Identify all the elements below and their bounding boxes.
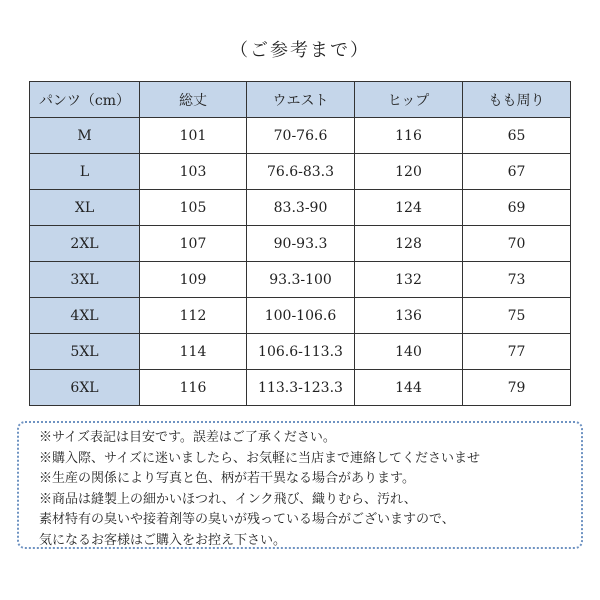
total-length-cell: 114: [140, 334, 247, 370]
size-cell: 4XL: [30, 298, 140, 334]
waist-cell: 70-76.6: [247, 118, 355, 154]
thigh-cell: 67: [463, 154, 571, 190]
thigh-cell: 65: [463, 118, 571, 154]
note-line: ※生産の関係により写真と色、柄が若干異なる場合があります。: [39, 471, 415, 486]
waist-cell: 100-106.6: [247, 298, 355, 334]
hip-cell: 136: [355, 298, 463, 334]
size-cell: 2XL: [30, 226, 140, 262]
table-row: [30, 118, 571, 154]
header-total-length: 総丈: [140, 82, 247, 118]
size-cell: XL: [30, 190, 140, 226]
thigh-cell: 69: [463, 190, 571, 226]
hip-cell: 144: [355, 370, 463, 406]
waist-cell: 83.3-90: [247, 190, 355, 226]
total-length-cell: 101: [140, 118, 247, 154]
thigh-cell: 79: [463, 370, 571, 406]
size-cell: 5XL: [30, 334, 140, 370]
thigh-cell: 73: [463, 262, 571, 298]
table-row: [30, 190, 571, 226]
total-length-cell: 103: [140, 154, 247, 190]
waist-cell: 93.3-100: [247, 262, 355, 298]
total-length-cell: 107: [140, 226, 247, 262]
waist-cell: 113.3-123.3: [247, 370, 355, 406]
size-cell: L: [30, 154, 140, 190]
size-cell: 3XL: [30, 262, 140, 298]
thigh-cell: 75: [463, 298, 571, 334]
table-row: [30, 334, 571, 370]
header-waist: ウエスト: [247, 82, 355, 118]
hip-cell: 116: [355, 118, 463, 154]
hip-cell: 120: [355, 154, 463, 190]
page-title: （ご参考まで）: [230, 40, 370, 61]
hip-cell: 128: [355, 226, 463, 262]
size-chart-table: [29, 81, 571, 406]
note-line: 素材特有の臭いや接着剤等の臭いが残っている場合がございますので、: [39, 512, 455, 527]
table-row: [30, 262, 571, 298]
note-line: ※商品は縫製上の細かいほつれ、インク飛び、織りむら、汚れ、: [39, 491, 417, 507]
total-length-cell: 112: [140, 298, 247, 334]
size-cell: M: [30, 118, 140, 154]
header-hip: ヒップ: [355, 82, 463, 118]
table-row: [30, 298, 571, 334]
header-thigh: もも周り: [463, 82, 571, 118]
hip-cell: 132: [355, 262, 463, 298]
hip-cell: 124: [355, 190, 463, 226]
table-row: [30, 370, 571, 406]
table-row: [30, 154, 571, 190]
waist-cell: 106.6-113.3: [247, 334, 355, 370]
hip-cell: 140: [355, 334, 463, 370]
total-length-cell: 109: [140, 262, 247, 298]
total-length-cell: 116: [140, 370, 247, 406]
size-cell: 6XL: [30, 370, 140, 406]
header-pants-size: パンツ（cm）: [30, 82, 140, 118]
waist-cell: 76.6-83.3: [247, 154, 355, 190]
thigh-cell: 77: [463, 334, 571, 370]
table-row: [30, 226, 571, 262]
note-line: ※サイズ表記は目安です。誤差はご了承ください。: [39, 430, 336, 445]
notes-box: [17, 421, 583, 549]
table-header-row: [30, 82, 571, 118]
total-length-cell: 105: [140, 190, 247, 226]
note-line: 気になるお客様はご購入をお控え下さい。: [39, 532, 287, 548]
thigh-cell: 70: [463, 226, 571, 262]
waist-cell: 90-93.3: [247, 226, 355, 262]
note-line: ※購入際、サイズに迷いましたら、お気軽に当店まで連絡してくださいませ: [39, 450, 480, 466]
